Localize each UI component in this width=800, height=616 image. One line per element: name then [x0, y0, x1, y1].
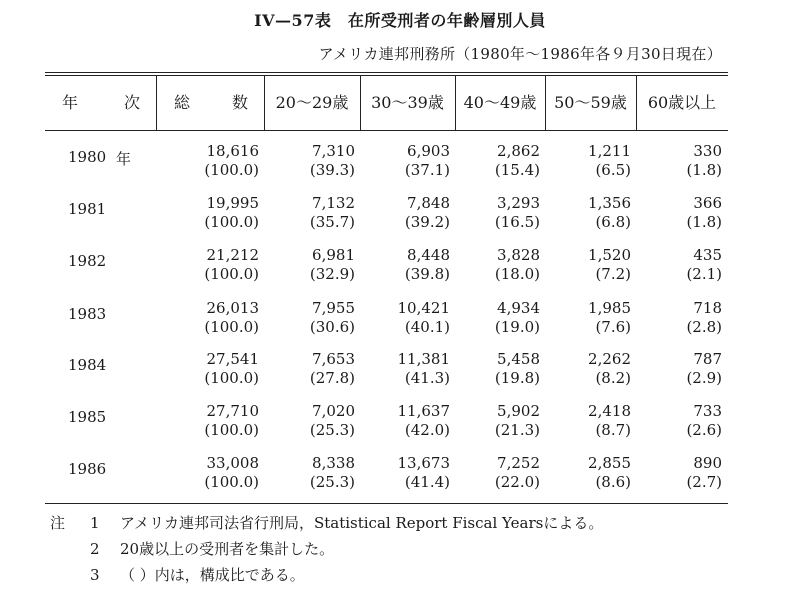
header-age-40-49: 40〜49歳 — [463, 93, 537, 112]
note-text: 20歳以上の受刑者を集計した。 — [120, 540, 335, 558]
cell-percent: (32.9) — [309, 265, 355, 283]
cell-count: 4,934 — [497, 299, 540, 317]
cell-age-50-59 — [588, 246, 631, 284]
cell-age-30-39 — [398, 454, 451, 492]
cell-age-20-29 — [310, 454, 355, 492]
cell-total — [204, 350, 259, 388]
cell-age-30-39 — [405, 142, 450, 180]
cell-percent: (2.1) — [686, 265, 722, 283]
header-total-a: 総 — [174, 93, 191, 112]
cell-count: 19,995 — [206, 194, 259, 212]
cell-count: 27,710 — [206, 402, 259, 420]
cell-count: 890 — [693, 454, 722, 472]
note-number: 3 — [90, 566, 100, 584]
cell-age-40-49 — [495, 299, 540, 337]
cell-count: 7,252 — [497, 454, 540, 472]
cell-count: 13,673 — [397, 454, 450, 472]
cell-count: 6,903 — [407, 142, 450, 160]
cell-age-60-plus — [686, 299, 722, 337]
cell-count: 7,848 — [407, 194, 450, 212]
cell-percent: (15.4) — [494, 161, 540, 179]
cell-percent: (39.3) — [309, 161, 355, 179]
cell-age-40-49 — [495, 402, 540, 440]
cell-percent: (40.1) — [404, 318, 450, 336]
cell-count: 3,293 — [497, 194, 540, 212]
cell-percent: (8.6) — [595, 473, 631, 491]
row-year: 1986 — [68, 460, 107, 478]
note-1 — [50, 512, 603, 533]
note-2 — [50, 538, 334, 559]
table-subtitle: アメリカ連邦刑務所（1980年〜1986年各９月30日現在） — [318, 45, 722, 63]
cell-percent: (30.6) — [309, 318, 355, 336]
cell-count: 2,855 — [588, 454, 631, 472]
cell-count: 6,981 — [312, 246, 355, 264]
cell-age-40-49 — [495, 194, 540, 232]
cell-count: 733 — [693, 402, 722, 420]
header-year-a: 年 — [62, 93, 79, 112]
note-text: （ ）内は，構成比である。 — [120, 566, 305, 584]
note-number: 2 — [90, 540, 100, 558]
top-double-rule-1 — [45, 72, 728, 73]
row-year-suffix: 年 — [116, 150, 132, 168]
cell-percent: (16.5) — [494, 213, 540, 231]
cell-percent: (100.0) — [204, 318, 259, 336]
cell-age-40-49 — [495, 350, 540, 388]
cell-age-50-59 — [588, 350, 631, 388]
cell-percent: (25.3) — [309, 421, 355, 439]
row-year: 1981 — [68, 200, 107, 218]
cell-count: 33,008 — [206, 454, 259, 472]
cell-percent: (25.3) — [309, 473, 355, 491]
header-divider-1 — [156, 75, 157, 130]
cell-age-60-plus — [686, 142, 722, 180]
header-year-b: 次 — [124, 93, 141, 112]
cell-age-50-59 — [588, 142, 631, 180]
cell-percent: (39.8) — [404, 265, 450, 283]
cell-percent: (42.0) — [404, 421, 450, 439]
cell-count: 787 — [693, 350, 722, 368]
cell-total — [204, 299, 259, 337]
cell-age-30-39 — [405, 194, 450, 232]
header-age-50-59: 50〜59歳 — [554, 93, 627, 112]
cell-total — [204, 246, 259, 284]
cell-age-30-39 — [405, 246, 450, 284]
cell-count: 7,653 — [312, 350, 355, 368]
cell-percent: (37.1) — [404, 161, 450, 179]
cell-count: 3,828 — [497, 246, 540, 264]
cell-count: 1,211 — [588, 142, 631, 160]
cell-total — [204, 194, 259, 232]
cell-count: 1,520 — [588, 246, 631, 264]
cell-percent: (2.9) — [686, 369, 722, 387]
cell-percent: (7.6) — [595, 318, 631, 336]
cell-percent: (8.7) — [595, 421, 631, 439]
cell-count: 366 — [693, 194, 722, 212]
cell-age-30-39 — [398, 299, 451, 337]
header-age-30-39: 30〜39歳 — [371, 93, 444, 112]
cell-count: 2,862 — [497, 142, 540, 160]
cell-count: 7,955 — [312, 299, 355, 317]
cell-age-60-plus — [686, 194, 722, 232]
cell-count: 718 — [693, 299, 722, 317]
cell-age-20-29 — [310, 246, 355, 284]
cell-percent: (100.0) — [204, 213, 259, 231]
cell-count: 11,381 — [397, 350, 450, 368]
table-title: IV—57表 在所受刑者の年齢層別人員 — [254, 11, 546, 30]
cell-count: 10,421 — [397, 299, 450, 317]
cell-age-60-plus — [686, 454, 722, 492]
cell-age-60-plus — [686, 350, 722, 388]
cell-age-20-29 — [310, 299, 355, 337]
cell-age-60-plus — [686, 246, 722, 284]
header-age-60-plus: 60歳以上 — [647, 93, 717, 112]
row-year: 1983 — [68, 305, 107, 323]
cell-count: 7,132 — [312, 194, 355, 212]
cell-percent: (7.2) — [595, 265, 631, 283]
cell-count: 7,020 — [312, 402, 355, 420]
cell-percent: (35.7) — [309, 213, 355, 231]
header-bottom-rule — [45, 130, 728, 131]
cell-age-40-49 — [495, 142, 540, 180]
cell-age-50-59 — [588, 454, 631, 492]
cell-age-30-39 — [398, 402, 451, 440]
cell-percent: (41.4) — [404, 473, 450, 491]
cell-percent: (6.5) — [595, 161, 631, 179]
cell-percent: (100.0) — [204, 473, 259, 491]
cell-count: 8,338 — [312, 454, 355, 472]
note-text: アメリカ連邦司法省行刑局，Statistical Report Fiscal Yearsによる。 — [120, 514, 604, 532]
cell-age-20-29 — [310, 142, 355, 180]
cell-percent: (8.2) — [595, 369, 631, 387]
row-year: 1984 — [68, 356, 107, 374]
cell-age-30-39 — [398, 350, 451, 388]
cell-percent: (100.0) — [204, 421, 259, 439]
cell-percent: (2.8) — [686, 318, 722, 336]
row-year: 1985 — [68, 408, 107, 426]
header-age-20-29: 20〜29歳 — [275, 93, 349, 112]
cell-percent: (2.7) — [686, 473, 722, 491]
cell-count: 7,310 — [312, 142, 355, 160]
cell-total — [204, 454, 259, 492]
cell-count: 5,458 — [497, 350, 540, 368]
cell-percent: (1.8) — [686, 213, 722, 231]
header-total-b: 数 — [232, 93, 249, 112]
cell-count: 11,637 — [397, 402, 450, 420]
cell-age-40-49 — [495, 246, 540, 284]
cell-percent: (100.0) — [204, 161, 259, 179]
cell-percent: (39.2) — [404, 213, 450, 231]
cell-percent: (19.0) — [494, 318, 540, 336]
cell-percent: (2.6) — [686, 421, 722, 439]
cell-count: 1,985 — [588, 299, 631, 317]
note-3 — [50, 564, 305, 585]
cell-percent: (19.8) — [494, 369, 540, 387]
cell-count: 18,616 — [206, 142, 259, 160]
cell-total — [204, 402, 259, 440]
cell-count: 8,448 — [407, 246, 450, 264]
cell-count: 2,262 — [588, 350, 631, 368]
cell-age-60-plus — [686, 402, 722, 440]
cell-count: 5,902 — [497, 402, 540, 420]
cell-percent: (6.8) — [595, 213, 631, 231]
cell-percent: (100.0) — [204, 369, 259, 387]
cell-percent: (100.0) — [204, 265, 259, 283]
cell-count: 27,541 — [206, 350, 259, 368]
cell-count: 21,212 — [206, 246, 259, 264]
cell-count: 435 — [693, 246, 722, 264]
cell-percent: (27.8) — [309, 369, 355, 387]
cell-percent: (22.0) — [494, 473, 540, 491]
row-year: 1980 — [68, 148, 107, 166]
cell-count: 330 — [693, 142, 722, 160]
table-bottom-rule — [45, 503, 728, 504]
cell-count: 2,418 — [588, 402, 631, 420]
cell-age-40-49 — [495, 454, 540, 492]
cell-percent: (41.3) — [404, 369, 450, 387]
cell-age-50-59 — [588, 194, 631, 232]
cell-age-20-29 — [310, 350, 355, 388]
note-label: 注 — [50, 514, 66, 532]
cell-age-20-29 — [310, 402, 355, 440]
top-double-rule-2 — [45, 75, 728, 76]
cell-age-50-59 — [588, 299, 631, 337]
cell-percent: (21.3) — [494, 421, 540, 439]
cell-age-50-59 — [588, 402, 631, 440]
cell-total — [204, 142, 259, 180]
cell-age-20-29 — [310, 194, 355, 232]
cell-count: 1,356 — [588, 194, 631, 212]
note-number: 1 — [90, 514, 100, 532]
cell-count: 26,013 — [206, 299, 259, 317]
row-year: 1982 — [68, 252, 107, 270]
cell-percent: (1.8) — [686, 161, 722, 179]
cell-percent: (18.0) — [494, 265, 540, 283]
